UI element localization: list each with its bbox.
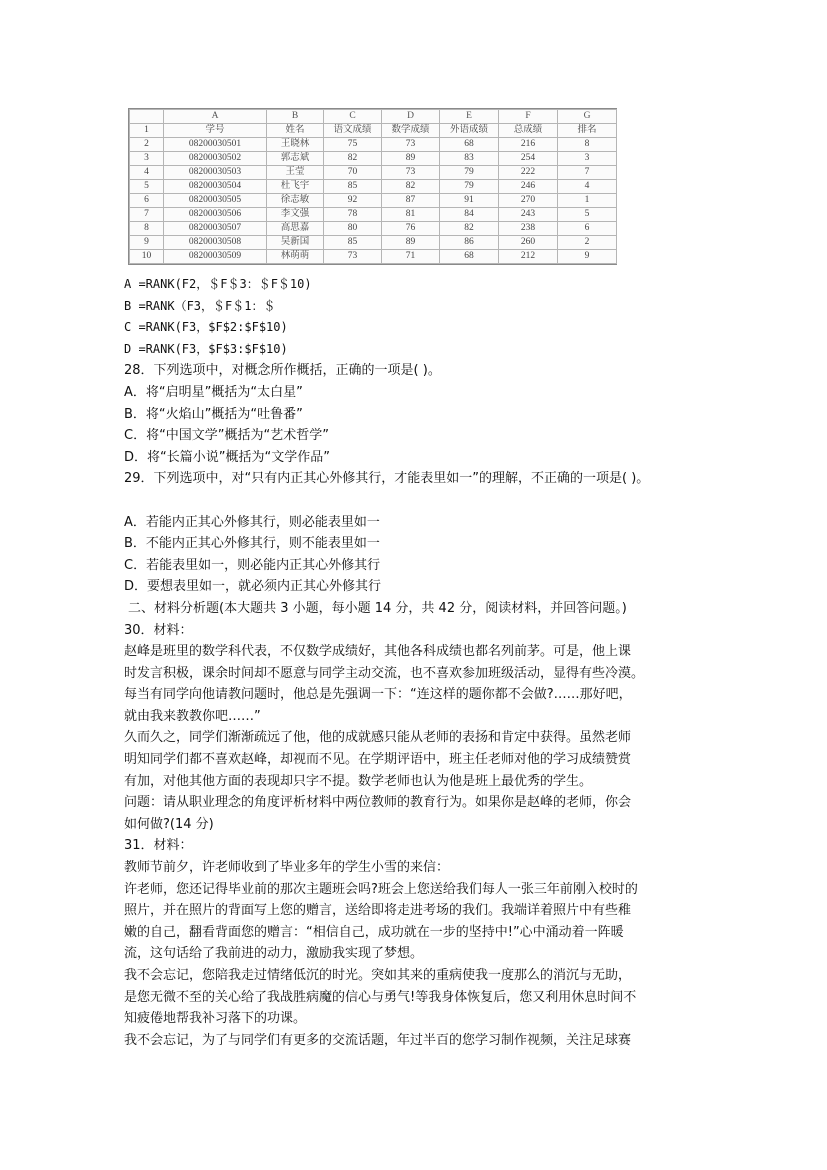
column-letter: C	[324, 110, 382, 124]
question-30-prompt: 如何做?(14 分)	[124, 816, 214, 832]
cell: 87	[382, 194, 440, 208]
column-letter-row	[130, 110, 617, 124]
table-row	[130, 166, 617, 180]
column-letter: F	[499, 110, 558, 124]
cell: 王莹	[267, 166, 324, 180]
cell: 08200030507	[164, 222, 267, 236]
cell: 5	[558, 208, 617, 222]
cell: 8	[558, 138, 617, 152]
cell: 08200030506	[164, 208, 267, 222]
section-2-heading: 二、材料分析题(本大题共 3 小题，每小题 14 分，共 42 分，阅读材料，并回答问题。)	[128, 600, 627, 616]
cell: 排名	[558, 124, 617, 138]
question-29-option-b: B．不能内正其心外修其行，则不能表里如一	[124, 536, 380, 552]
spreadsheet-image	[128, 108, 617, 265]
cell: 高思嘉	[267, 222, 324, 236]
cell: 80	[324, 222, 382, 236]
cell: 08200030508	[164, 236, 267, 250]
cell: 82	[324, 152, 382, 166]
cell: 246	[499, 180, 558, 194]
cell: 08200030503	[164, 166, 267, 180]
column-letter: D	[382, 110, 440, 124]
cell: 2	[558, 236, 617, 250]
question-29-option-a: A．若能内正其心外修其行，则必能表里如一	[124, 514, 380, 530]
cell: 254	[499, 152, 558, 166]
cell: 222	[499, 166, 558, 180]
cell: 08200030502	[164, 152, 267, 166]
row-number: 4	[130, 166, 164, 180]
question-30-text: 赵峰是班里的数学科代表，不仅数学成绩好，其他各科成绩也都名列前茅。可是，他上课	[124, 644, 632, 660]
row-number: 2	[130, 138, 164, 152]
cell: 徐志敏	[267, 194, 324, 208]
cell: 91	[440, 194, 499, 208]
question-30-text: 久而久之，同学们渐渐疏远了他，他的成就感只能从老师的表扬和肯定中获得。虽然老师	[124, 730, 632, 746]
cell: 71	[382, 250, 440, 264]
cell: 外语成绩	[440, 124, 499, 138]
row-number: 5	[130, 180, 164, 194]
question-30-text: 时发言积极，课余时间却不愿意与同学主动交流，也不喜欢参加班级活动，显得有些冷漠。	[124, 665, 645, 681]
column-letter: E	[440, 110, 499, 124]
question-30-text: 明知同学们都不喜欢赵峰，却视而不见。在学期评语中，班主任老师对他的学习成绩赞赏	[124, 752, 632, 768]
cell: 7	[558, 166, 617, 180]
document-body	[124, 274, 764, 1051]
question-29-option-c: C．若能表里如一，则必能内正其心外修其行	[124, 557, 381, 573]
cell: 212	[499, 250, 558, 264]
row-number: 3	[130, 152, 164, 166]
option-b: B =RANK（F3，＄F＄1：＄	[124, 298, 276, 313]
cell: 92	[324, 194, 382, 208]
cell: 总成绩	[499, 124, 558, 138]
option-a: A =RANK(F2，＄F＄3：＄F＄10)	[124, 277, 312, 291]
row-number: 1	[130, 124, 164, 138]
question-28-option-c: C．将“中国文学”概括为“艺术哲学”	[124, 428, 330, 444]
row-number: 9	[130, 236, 164, 250]
cell: 86	[440, 236, 499, 250]
question-30-text: 就由我来教教你吧……”	[124, 708, 261, 724]
cell: 郭志斌	[267, 152, 324, 166]
table-row	[130, 180, 617, 194]
cell: 08200030504	[164, 180, 267, 194]
table-row	[130, 194, 617, 208]
cell: 08200030505	[164, 194, 267, 208]
header-row	[130, 124, 617, 138]
cell: 75	[324, 138, 382, 152]
corner-cell	[130, 110, 164, 124]
table-row	[130, 208, 617, 222]
question-30-prompt: 问题：请从职业理念的角度评析材料中两位教师的教育行为。如果你是赵峰的老师，你会	[124, 795, 632, 811]
cell: 78	[324, 208, 382, 222]
cell: 姓名	[267, 124, 324, 138]
question-28-option-a: A．将“启明星”概括为“太白星”	[124, 384, 303, 400]
table-row	[130, 250, 617, 264]
question-30-text: 有加，对他其他方面的表现却只字不提。数学老师也认为他是班上最优秀的学生。	[124, 773, 593, 789]
question-31-text: 是您无微不至的关心给了我战胜病魔的信心与勇气!等我身体恢复后，您又利用休息时间不	[124, 989, 637, 1005]
blank-line	[124, 490, 764, 512]
question-29-option-d: D．要想表里如一，就必须内正其心外修其行	[124, 579, 382, 595]
question-31-text: 我不会忘记，为了与同学们有更多的交流话题，年过半百的您学习制作视频，关注足球赛	[124, 1032, 632, 1048]
question-28-stem: 28．下列选项中，对概念所作概括，正确的一项是( )。	[124, 363, 441, 379]
score-table	[129, 109, 617, 264]
cell: 81	[382, 208, 440, 222]
question-31-text: 照片，并在照片的背面写上您的赠言，送给即将走进考场的我们。我端详着照片中有些稚	[124, 903, 632, 919]
cell: 82	[382, 180, 440, 194]
cell: 语文成绩	[324, 124, 382, 138]
cell: 238	[499, 222, 558, 236]
row-number: 8	[130, 222, 164, 236]
cell: 70	[324, 166, 382, 180]
cell: 73	[324, 250, 382, 264]
cell: 83	[440, 152, 499, 166]
cell: 林萌萌	[267, 250, 324, 264]
cell: 9	[558, 250, 617, 264]
cell: 学号	[164, 124, 267, 138]
question-31-text: 教师节前夕，许老师收到了毕业多年的学生小雪的来信：	[124, 860, 450, 876]
cell: 68	[440, 138, 499, 152]
question-31-text: 许老师，您还记得毕业前的那次主题班会吗?班会上您送给我们每人一张三年前刚入校时的	[124, 881, 638, 897]
cell: 6	[558, 222, 617, 236]
question-31-text: 我不会忘记，您陪我走过情绪低沉的时光。突如其来的重病使我一度那么的消沉与无助，	[124, 968, 632, 983]
cell: 216	[499, 138, 558, 152]
column-letter: G	[558, 110, 617, 124]
question-31-text: 流，这句话给了我前进的动力，激励我实现了梦想。	[124, 946, 424, 962]
table-row	[130, 138, 617, 152]
cell: 吴新国	[267, 236, 324, 250]
option-d: D =RANK(F3，$F$3:$F$10)	[124, 341, 288, 356]
row-number: 10	[130, 250, 164, 264]
column-letter: A	[164, 110, 267, 124]
column-letter: B	[267, 110, 324, 124]
cell: 85	[324, 236, 382, 250]
cell: 李文强	[267, 208, 324, 222]
cell: 68	[440, 250, 499, 264]
cell: 270	[499, 194, 558, 208]
question-28-option-d: D．将“长篇小说”概括为“文学作品”	[124, 449, 330, 465]
cell: 89	[382, 236, 440, 250]
cell: 85	[324, 180, 382, 194]
cell: 王晓林	[267, 138, 324, 152]
cell: 杜飞宇	[267, 180, 324, 194]
table-row	[130, 236, 617, 250]
question-31-text: 嫩的自己，翻看背面您的赠言：“相信自己，成功就在一步的坚持中!”心中涌动着一阵暖	[124, 924, 624, 940]
cell: 76	[382, 222, 440, 236]
cell: 4	[558, 180, 617, 194]
question-30-text: 每当有同学向他请教问题时，他总是先强调一下：“连这样的题你都不会做?……那好吧，	[124, 687, 632, 703]
cell: 260	[499, 236, 558, 250]
cell: 79	[440, 166, 499, 180]
question-30-label: 30．材料：	[124, 622, 193, 638]
cell: 243	[499, 208, 558, 222]
cell: 08200030501	[164, 138, 267, 152]
cell: 08200030509	[164, 250, 267, 264]
cell: 73	[382, 138, 440, 152]
cell: 数学成绩	[382, 124, 440, 138]
cell: 1	[558, 194, 617, 208]
row-number: 6	[130, 194, 164, 208]
cell: 82	[440, 222, 499, 236]
question-28-option-b: B．将“火焰山”概括为“吐鲁番”	[124, 406, 303, 422]
question-31-label: 31．材料：	[124, 838, 193, 854]
table-row	[130, 222, 617, 236]
question-31-text: 知疲倦地帮我补习落下的功课。	[124, 1011, 307, 1027]
option-c: C =RANK(F3，$F$2:$F$10)	[124, 320, 288, 335]
cell: 73	[382, 166, 440, 180]
cell: 89	[382, 152, 440, 166]
cell: 79	[440, 180, 499, 194]
row-number: 7	[130, 208, 164, 222]
question-29-stem: 29．下列选项中，对“只有内正其心外修其行，才能表里如一”的理解，不正确的一项是( )。	[124, 471, 650, 487]
cell: 84	[440, 208, 499, 222]
table-row	[130, 152, 617, 166]
cell: 3	[558, 152, 617, 166]
